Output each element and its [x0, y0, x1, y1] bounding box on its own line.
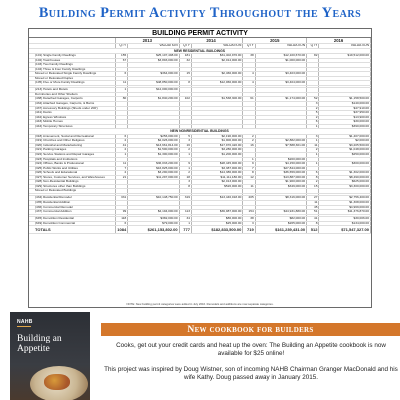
- table-cell: $17,970,420.00: [191, 143, 242, 148]
- table-cell: $2,014,000.00: [191, 58, 242, 63]
- table-cell: $37,950.00: [319, 111, 371, 116]
- table-cell: 205: [243, 196, 255, 201]
- nahb-logo: NAHB: [17, 319, 33, 325]
- table-cell: $25,000.00: [191, 221, 242, 226]
- row-category: (104) Three & Four Family Dwellings: [29, 67, 115, 72]
- table-cell: $44,931,880.00: [255, 210, 306, 215]
- table-cell: $382,000.00: [128, 217, 179, 222]
- permit-grid: [29, 38, 371, 234]
- table-cell: $265,000.00: [255, 221, 306, 226]
- table-cell: 51: [307, 210, 319, 215]
- table-cell: $1,500,000.00: [128, 148, 179, 153]
- row-category: (101) Single Family Dwellings: [29, 54, 115, 59]
- table-cell: 2: [243, 139, 255, 144]
- table-cell: $2,000.00: [319, 139, 371, 144]
- table-cell: $8,316,000.00: [255, 196, 306, 201]
- table-cell: $1,900,000.00: [191, 139, 242, 144]
- table-cell: $526,000.00: [191, 184, 242, 189]
- row-category: (323) Hospitals and Institutions: [29, 157, 115, 162]
- table-cell: $4,194,000.00: [128, 210, 179, 215]
- row-category: (436) Commercial Remodel: [29, 205, 115, 210]
- table-cell: 6: [307, 120, 319, 125]
- totals-cell: $261,153,802.00: [128, 226, 179, 234]
- table-title: BUILDING PERMIT ACTIVITY: [29, 29, 371, 38]
- row-category: (443) Mobile Homes: [29, 120, 115, 125]
- table-cell: 3: [179, 139, 191, 144]
- table-cell: 41: [307, 217, 319, 222]
- table-cell: 67: [115, 58, 127, 63]
- table-cell: $13,446,018.00: [191, 196, 242, 201]
- section-heading: NEW RESIDENTIAL BUILDINGS: [29, 48, 371, 54]
- table-cell: 6: [307, 171, 319, 176]
- table-cell: 41: [115, 143, 127, 148]
- table-cell: 102: [179, 97, 191, 102]
- table-cell: 331: [115, 196, 127, 201]
- totals-cell: 1084: [117, 227, 127, 233]
- table-cell: 1: [115, 88, 127, 93]
- year-header: 2015: [243, 38, 307, 44]
- table-cell: 61: [243, 97, 255, 102]
- table-cell: $8,490,000.00: [319, 175, 371, 180]
- table-cell: $364,000.00: [128, 72, 179, 77]
- table-cell: 3: [307, 134, 319, 139]
- table-cell: $30,006.00: [319, 217, 371, 222]
- table-cell: 5: [179, 134, 191, 139]
- cookbook-title: Building an Appetite: [17, 334, 62, 354]
- table-cell: $36,987,000.00: [191, 210, 242, 215]
- table-cell: $7,588,301.00: [255, 143, 306, 148]
- table-cell: 82: [307, 54, 319, 59]
- table-cell: 4: [243, 81, 255, 86]
- table-cell: $16,825,000.00: [128, 166, 179, 171]
- table-cell: $86,000.00: [191, 217, 242, 222]
- row-category: (645) Demolition Residential: [29, 217, 115, 222]
- row-category: (325) Public Works and Utilities: [29, 166, 115, 171]
- table-cell: $390,000.00: [319, 124, 371, 129]
- table-cell: 1: [179, 221, 191, 226]
- table-cell: 3: [179, 180, 191, 185]
- table-cell: 8: [179, 81, 191, 86]
- table-cell: 34: [179, 217, 191, 222]
- table-cell: 52: [307, 97, 319, 102]
- row-category: (213) Hotels and Motels: [29, 88, 115, 93]
- totals-label: TOTALS: [29, 226, 115, 234]
- table-cell: $31,402,976.00: [191, 54, 242, 59]
- table-cell: 2: [307, 180, 319, 185]
- table-cell: $3,404,000.00: [255, 81, 306, 86]
- totals-cell: $161,239,431.00: [255, 226, 306, 234]
- table-cell: 319: [179, 196, 191, 201]
- table-cell: 2: [307, 115, 319, 120]
- table-cell: $13,900.00: [319, 115, 371, 120]
- section-heading: NEW NONRESIDENTIAL BUILDINGS: [29, 129, 371, 135]
- table-cell: 4: [243, 72, 255, 77]
- totals-cell: $182,833,500.00: [191, 226, 242, 234]
- table-cell: $1,000,000.00: [255, 58, 306, 63]
- table-cell: $300,000.00: [319, 162, 371, 167]
- table-cell: 16: [243, 143, 255, 148]
- table-cell: 118: [115, 217, 127, 222]
- col-label: VALUATION: [255, 44, 306, 49]
- table-cell: $1,174,000.00: [255, 97, 306, 102]
- row-category: (320) Industrial and Manufacturing: [29, 143, 115, 148]
- row-category: (444) Temporary Structures: [29, 124, 115, 129]
- table-cell: 2: [115, 171, 127, 176]
- row-category: (442) Egress Windows: [29, 115, 115, 120]
- totals-cell: 719: [243, 226, 255, 234]
- row-category: (435) Residential Addition: [29, 200, 115, 205]
- table-cell: 38: [243, 217, 255, 222]
- table-cell: 45: [307, 205, 319, 210]
- table-cell: $2,190,000.00: [191, 134, 242, 139]
- year-header: 2016: [307, 38, 371, 44]
- table-cell: $134,000.00: [319, 221, 371, 226]
- table-cell: 1: [115, 152, 127, 157]
- table-cell: $13,887,000.00: [255, 175, 306, 180]
- row-category: Dormitories and Other Shelters: [29, 92, 115, 97]
- table-cell: 155: [115, 54, 127, 59]
- table-cell: 1: [307, 162, 319, 167]
- permit-table: [28, 28, 372, 308]
- table-cell: $47,910.00: [319, 106, 371, 111]
- year-header: 2013: [115, 38, 179, 44]
- row-category: (437) Commercial Addition: [29, 210, 115, 215]
- row-category: (437) Accessory Buildings (Sheds under 200'): [29, 106, 115, 111]
- table-cell: 15: [307, 184, 319, 189]
- row-category: (103) Two Family Dwellings: [29, 63, 115, 68]
- table-cell: $2,013,000.00: [191, 180, 242, 185]
- table-cell: $1,048,000.00: [319, 148, 371, 153]
- table-cell: $48,850,000.00: [128, 81, 179, 86]
- table-cell: 154: [243, 210, 255, 215]
- table-cell: $2,026,000.00: [128, 139, 179, 144]
- table-cell: $1,840,200.00: [128, 97, 179, 102]
- table-cell: $1,407,000.00: [319, 134, 371, 139]
- table-cell: $36,033,200.00: [128, 162, 179, 167]
- table-cell: 11: [307, 200, 319, 205]
- table-cell: $1,200,000.00: [191, 152, 242, 157]
- table-body: [29, 48, 371, 234]
- table-cell: $140,000.00: [319, 102, 371, 107]
- table-cell: $1,900,000.00: [255, 180, 306, 185]
- row-category: Moved or Relocated Single Family Dwellings: [29, 72, 115, 77]
- table-cell: 11: [115, 81, 127, 86]
- table-cell: $12,100,670.00: [255, 54, 306, 59]
- table-cell: $3,205,500.00: [319, 143, 371, 148]
- table-cell: 8: [179, 184, 191, 189]
- table-cell: $2,756,400.00: [319, 196, 371, 201]
- table-cell: 2: [243, 134, 255, 139]
- table-cell: $3,387,000.00: [191, 166, 242, 171]
- table-cell: 1: [243, 157, 255, 162]
- row-category: (441) Decks: [29, 111, 115, 116]
- row-category: (324) Offices, Banks & Professional: [29, 162, 115, 167]
- table-cell: $3,290,000.00: [128, 171, 179, 176]
- table-cell: 11: [307, 143, 319, 148]
- table-cell: $2,466,000.00: [191, 72, 242, 77]
- table-cell: 2: [115, 139, 127, 144]
- table-cell: $1,158,500.00: [319, 97, 371, 102]
- table-cell: $3,300,000.00: [319, 184, 371, 189]
- row-category: (434) Residential Remodel: [29, 196, 115, 201]
- table-cell: 9: [243, 162, 255, 167]
- col-label: QTY: [179, 44, 191, 49]
- table-cell: 2: [115, 148, 127, 153]
- totals-cell: $71,547,327.00: [319, 226, 371, 234]
- page-headline: Building Permit Activity Throughout the Years: [38, 5, 362, 21]
- table-cell: 38: [243, 54, 255, 59]
- table-cell: 6: [115, 72, 127, 77]
- table-cell: $3,403,000.00: [255, 72, 306, 77]
- table-cell: 2: [179, 171, 191, 176]
- table-cell: 9: [179, 162, 191, 167]
- table-cell: $12,000,000.00: [128, 88, 179, 93]
- table-cell: $4,150,000.00: [255, 162, 306, 167]
- totals-cell: 512: [307, 226, 319, 234]
- table-cell: 2: [179, 148, 191, 153]
- row-category: (438) Detached Garages, Carports: [29, 97, 115, 102]
- row-category: (329) Structures other than Buildings: [29, 184, 115, 189]
- row-category: Moved or Relocated Duplex: [29, 76, 115, 81]
- totals-row: [29, 226, 371, 234]
- row-category: (328) Non-Residential Buildings: [29, 180, 115, 185]
- col-label: QTY: [243, 44, 255, 49]
- table-cell: $1,300,000.00: [128, 152, 179, 157]
- cookbook-cover-image: [10, 312, 90, 400]
- col-label: QTY: [307, 44, 319, 49]
- table-cell: $30,000.00: [319, 120, 371, 125]
- table-cell: 5: [307, 111, 319, 116]
- table-cell: $250,000.00: [319, 152, 371, 157]
- table-cell: 8: [307, 221, 319, 226]
- table-cell: 32: [179, 58, 191, 63]
- table-cell: 16: [179, 143, 191, 148]
- table-cell: $1,538,300.00: [191, 97, 242, 102]
- table-cell: 12: [243, 175, 255, 180]
- table-cell: 6: [115, 134, 127, 139]
- table-cell: 80: [115, 97, 127, 102]
- cookbook-banner: New cookbook for builders: [101, 323, 400, 336]
- table-cell: 7: [243, 166, 255, 171]
- totals-cell: 777: [179, 226, 191, 234]
- table-cell: $79,000.00: [128, 221, 179, 226]
- table-cell: $28,445,000.00: [191, 162, 242, 167]
- row-category: (321) Parking Garages: [29, 148, 115, 153]
- row-category: (322) Service Stations and Repair Garages: [29, 152, 115, 157]
- table-cell: $4,969,000.00: [319, 205, 371, 210]
- food-illustration: [44, 374, 70, 390]
- table-cell: 21: [115, 175, 127, 180]
- table-cell: $200,000.00: [255, 157, 306, 162]
- col-label: VALUATION: [319, 44, 371, 49]
- table-cell: $1,308,000.00: [319, 200, 371, 205]
- row-category: (105) Five or More Family Dwellings: [29, 81, 115, 86]
- table-cell: 1: [179, 152, 191, 157]
- table-note: NOTE: New building permit categories were added in July 2016. Remodels and additions are now separate categories.: [126, 302, 274, 306]
- table-cell: 1: [307, 152, 319, 157]
- table-cell: $1,302,000.00: [319, 171, 371, 176]
- table-cell: $27,844,000.00: [255, 166, 306, 171]
- table-cell: $11,111,180.00: [191, 175, 242, 180]
- table-cell: 113: [179, 210, 191, 215]
- table-cell: 8: [243, 171, 255, 176]
- table-cell: 1: [307, 139, 319, 144]
- table-cell: 2: [307, 106, 319, 111]
- table-cell: $3,280,000.00: [191, 148, 242, 153]
- logo-underline: [17, 326, 31, 327]
- cookbook-paragraph-2: This project was inspired by Doug Wistner, son of incoming NAHB Chairman Granger MacDonald and his wife Kathy. Doug passed away in January 2015.: [104, 366, 398, 381]
- table-cell: $36,659,000.00: [255, 171, 306, 176]
- row-category: (319) Churches and Other Religious: [29, 139, 115, 144]
- table-cell: 2: [307, 148, 319, 153]
- row-category: (434) Attached Garages, Carports, & Barns: [29, 102, 115, 107]
- col-label: QTY: [115, 44, 127, 49]
- table-cell: 7: [115, 166, 127, 171]
- cookbook-paragraph-1: Cooks, get out your credit cards and heat up the oven: The Building an Appetite cookbook is now available for $25 online!: [116, 342, 386, 357]
- table-cell: $2,882,000.00: [255, 139, 306, 144]
- table-cell: 1: [307, 124, 319, 129]
- row-category: (327) Stores, Customer Services, and Warehouses: [29, 175, 115, 180]
- table-cell: 11: [115, 162, 127, 167]
- table-cell: $25,107,498.00: [128, 54, 179, 59]
- table-cell: 181: [179, 54, 191, 59]
- table-cell: 3: [243, 221, 255, 226]
- row-category: (318) Amusement, Social and Recreational: [29, 134, 115, 139]
- row-category: Moved or Relocated Buildings: [29, 189, 115, 194]
- table-cell: $3,893,000.00: [128, 58, 179, 63]
- table-cell: 8: [307, 175, 319, 180]
- year-header: 2014: [179, 38, 243, 44]
- table-cell: $625,000.00: [319, 180, 371, 185]
- table-cell: $10,148,750.00: [128, 196, 179, 201]
- row-category: (326) Schools and Educational: [29, 171, 115, 176]
- table-cell: $12,066,000.00: [191, 81, 242, 86]
- table-cell: $11,297,000.00: [128, 175, 179, 180]
- table-cell: $14,386,000.00: [191, 171, 242, 176]
- table-cell: 27: [307, 196, 319, 201]
- table-cell: 1: [179, 166, 191, 171]
- table-cell: 6: [115, 221, 127, 226]
- col-label: VALUATION: [128, 44, 179, 49]
- row-category: (102) Townhouses: [29, 58, 115, 63]
- table-cell: $256,000.00: [128, 134, 179, 139]
- table-cell: 99: [115, 210, 127, 215]
- table-cell: 18: [179, 175, 191, 180]
- table-cell: 15: [179, 72, 191, 77]
- table-cell: 11: [243, 184, 255, 189]
- table-cell: $82,000.00: [255, 217, 306, 222]
- row-category: (649) Demolition Commercial: [29, 221, 115, 226]
- table-cell: $349,000.00: [255, 184, 306, 189]
- table-cell: $13,661,814.00: [128, 143, 179, 148]
- col-label: VALUATION: [191, 44, 242, 49]
- table-cell: 3: [307, 102, 319, 107]
- table-cell: $11,376,870.00: [319, 210, 371, 215]
- table-cell: $19,512,000.00: [319, 54, 371, 59]
